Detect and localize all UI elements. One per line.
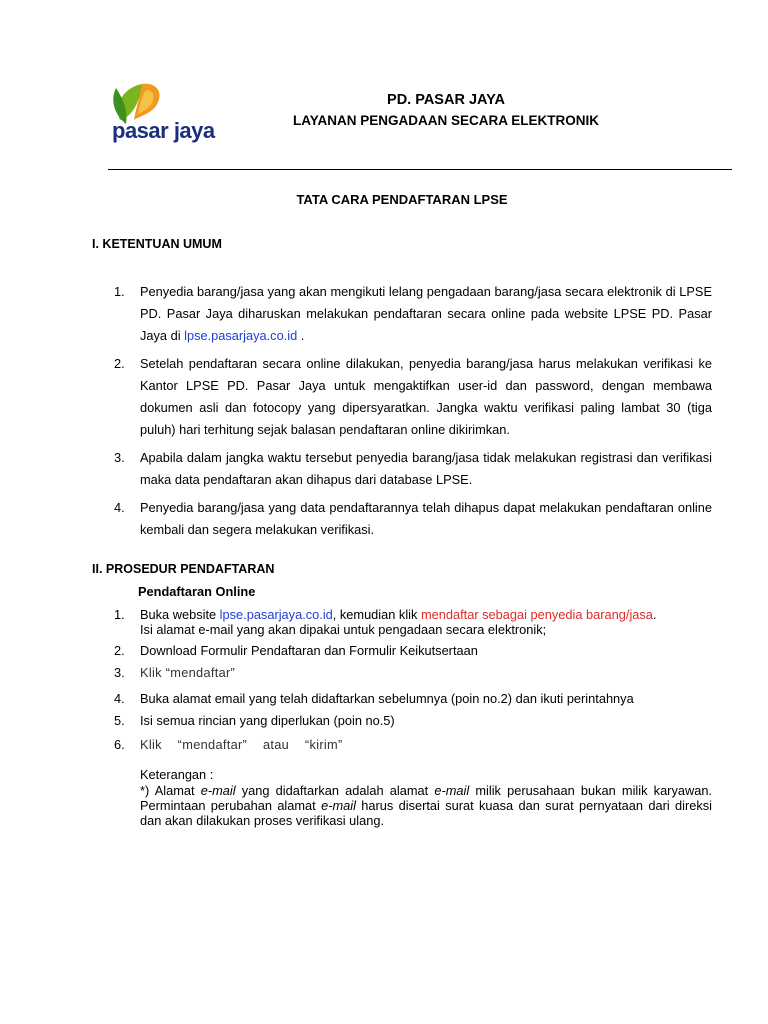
- step-text: [140, 607, 724, 637]
- step-number: 4.: [114, 691, 125, 706]
- step-number: 5.: [114, 713, 125, 728]
- list-number: 4.: [114, 500, 125, 515]
- list-item: [114, 353, 712, 441]
- website-link[interactable]: lpse.pasarjaya.co.id: [184, 328, 298, 343]
- org-name: PD. PASAR JAYA: [387, 92, 505, 108]
- section-1-list: [114, 281, 712, 547]
- text: , kemudian klik: [332, 607, 421, 622]
- text: *) Alamat: [140, 783, 201, 798]
- text: .: [297, 328, 305, 343]
- step-text: Buka alamat email yang telah didaftarkan sebelumnya (poin no.2) dan ikuti perintahnya: [140, 691, 634, 706]
- text: yang didaftarkan adalah alamat: [235, 783, 435, 798]
- step-item: [114, 737, 724, 752]
- step-item: [114, 691, 724, 706]
- text: .: [652, 607, 657, 622]
- text: milik perusahaan bukan milik karyawan. Permintaan perubahan alamat: [140, 783, 712, 813]
- note-text: [140, 783, 712, 828]
- text: e-mail: [200, 783, 236, 798]
- list-number: 3.: [114, 450, 125, 465]
- text: Penyedia barang/jasa yang akan mengikuti lelang pengadaan barang/jasa secara elektronik di LPSE PD. Pasar Jaya diharuskan melakukan pendaftaran secara online pada website LPSE PD. Pasar Jaya di: [140, 284, 712, 343]
- text: Isi alamat e-mail yang akan dipakai untuk pengadaan secara elektronik;: [140, 622, 547, 637]
- text: e-mail: [321, 798, 356, 813]
- org-subtitle: LAYANAN PENGADAAN SECARA ELEKTRONIK: [292, 113, 600, 128]
- list-text: [140, 281, 712, 347]
- website-link[interactable]: lpse.pasarjaya.co.id: [219, 607, 333, 622]
- list-number: 1.: [114, 284, 125, 299]
- step-item: [114, 713, 724, 728]
- step-text: Isi semua rincian yang diperlukan (poin no.5): [140, 713, 395, 728]
- step-number: 1.: [114, 607, 125, 622]
- note-label: Keterangan :: [140, 767, 214, 782]
- text: harus disertai surat kuasa dan surat pernyataan dari direksi dan akan dilakukan proses verifikasi ulang.: [140, 798, 712, 828]
- section-1-heading: I. KETENTUAN UMUM: [92, 237, 222, 251]
- step-item: [114, 607, 724, 637]
- logo-text: pasar jaya: [112, 118, 215, 143]
- step-number: 6.: [114, 737, 125, 752]
- list-text: Apabila dalam jangka waktu tersebut penyedia barang/jasa tidak melakukan registrasi dan verifikasi maka data pendaftaran akan dihapus dari database LPSE.: [140, 450, 712, 487]
- list-item: [114, 497, 712, 541]
- register-link-text[interactable]: mendaftar sebagai penyedia barang/jasa: [420, 607, 653, 622]
- text: e-mail: [434, 783, 470, 798]
- list-item: [114, 281, 712, 347]
- step-number: 2.: [114, 643, 125, 658]
- document-title: TATA CARA PENDAFTARAN LPSE: [296, 192, 508, 207]
- step-item: [114, 665, 724, 680]
- header-divider: [108, 169, 732, 170]
- section-2-heading: II. PROSEDUR PENDAFTARAN: [92, 562, 275, 576]
- step-text: Download Formulir Pendaftaran dan Formulir Keikutsertaan: [140, 643, 478, 658]
- step-item: [114, 643, 724, 658]
- step-number: 3.: [114, 665, 125, 680]
- list-item: [114, 447, 712, 491]
- list-number: 2.: [114, 356, 125, 371]
- step-text: Klik “mendaftar”: [140, 665, 236, 680]
- list-text: Penyedia barang/jasa yang data pendaftarannya telah dihapus dapat melakukan pendaftaran online kembali dan segera melakukan verifikasi.: [140, 500, 712, 537]
- step-text: Klik “mendaftar” atau “kirim”: [140, 737, 343, 752]
- section-2-subheading: Pendaftaran Online: [138, 584, 256, 599]
- text: Buka website: [140, 607, 220, 622]
- list-text: Setelah pendaftaran secara online dilakukan, penyedia barang/jasa harus melakukan verifikasi ke Kantor LPSE PD. Pasar Jaya untuk mengaktifkan user-id dan password, dengan membawa dokumen asli dan fotocopy yang dipersyaratkan. Jangka waktu verifikasi paling lambat 30 (tiga puluh) hari terhitung sejak balasan pendaftaran online dikirimkan.: [140, 356, 712, 437]
